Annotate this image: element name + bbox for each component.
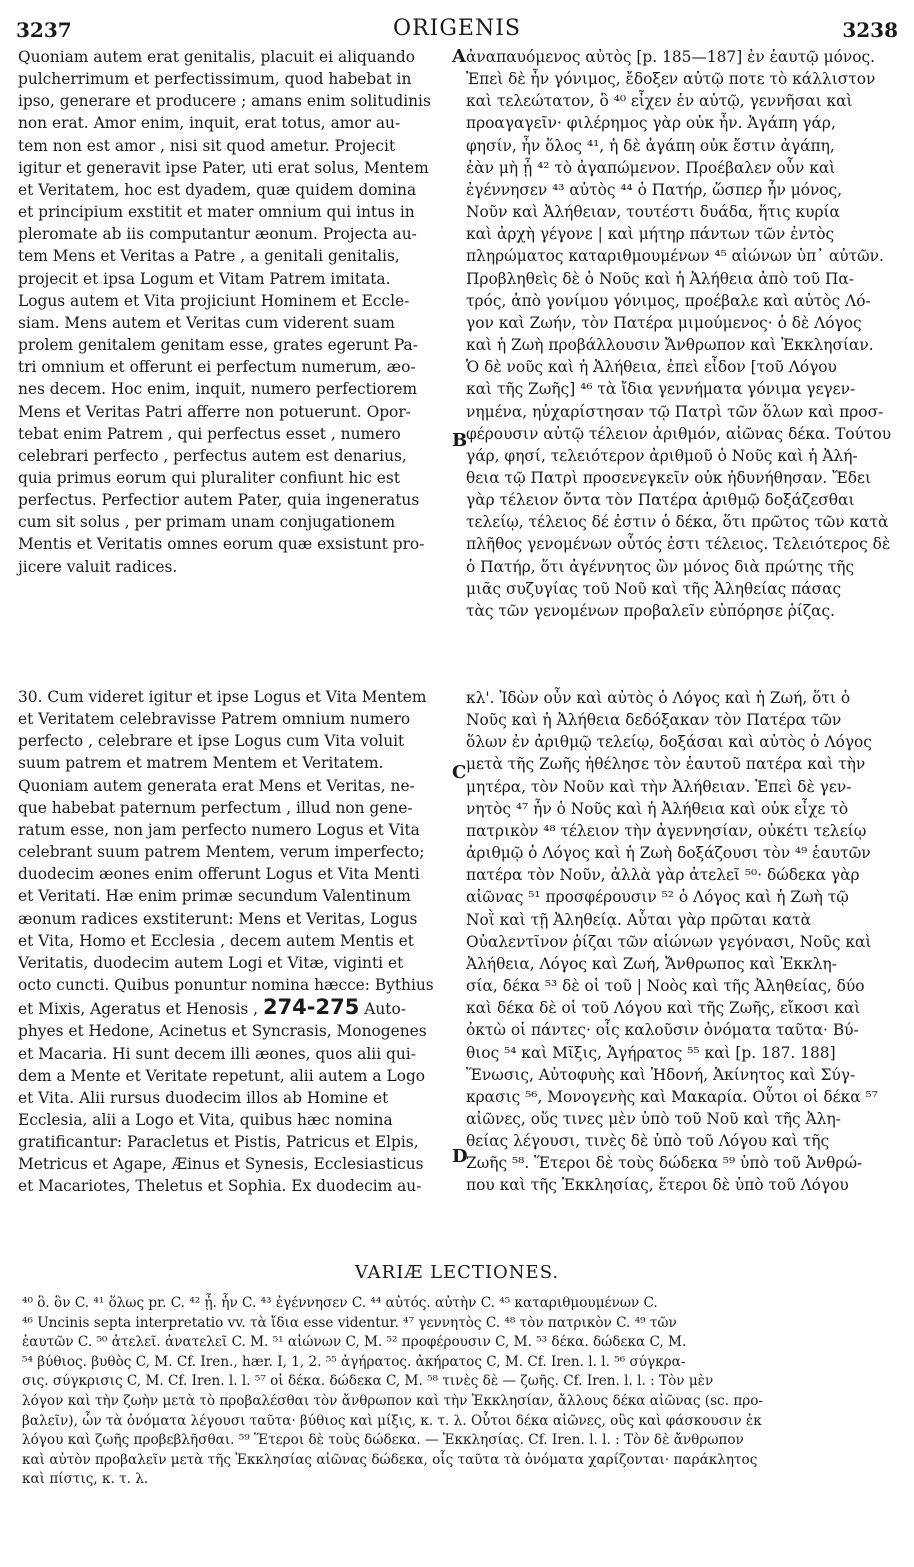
text-line: αἰῶνες, οὕς τινες μὲν ὑπὸ τοῦ Νοῦ καὶ τῆς Ἀλη- xyxy=(466,1109,841,1128)
section-marker-a: A xyxy=(452,46,466,67)
text-line: θείας λέγουσι, τινὲς δὲ ὑπὸ τοῦ Λόγου καὶ τῆς xyxy=(466,1132,830,1151)
text-line: ὅλων ἐν ἀριθμῷ τελείῳ, δοξάσαι καὶ αὐτὸς ὁ Λόγος xyxy=(466,733,872,752)
section-marker-d: D xyxy=(452,1146,468,1167)
text-line: pulcherrimum et perfectissimum, quod habebat in xyxy=(18,70,412,89)
text-line: Ἐπεὶ δὲ ἦν γόνιμος, ἔδοξεν αὐτῷ ποτε τὸ κάλλιστον xyxy=(466,70,876,89)
text-line: Quoniam autem generata erat Mens et Veritas, ne- xyxy=(18,776,415,795)
text-line: que habebat paternum perfectum , illud non gene- xyxy=(18,798,413,817)
page-header xyxy=(16,14,898,44)
text-line: tri omnium et offerunt ei perfectum numerum, æo- xyxy=(18,358,416,377)
text-line: Quoniam autem erat genitalis, placuit ei aliquando xyxy=(18,48,415,66)
text-line: ⁴⁶ Uncinis septa interpretatio vv. τὰ ἴδια esse videntur. ⁴⁷ γεννητὸς C. ⁴⁸ τὸν πατρικὸν C. ⁴⁹ τῶν xyxy=(22,1314,677,1331)
page-number-right: 3238 xyxy=(842,18,898,42)
text-line: celebrant suum patrem Mentem, verum imperfecto; xyxy=(18,843,425,862)
text-line: προαγαγεῖν· φιλέρημος γὰρ οὐκ ἦν. Ἀγάπη γάρ, xyxy=(466,114,836,133)
text-line: ἀριθμῷ ὁ Λόγος καὶ ἡ Ζωὴ δοξάζουσι τὸν ⁴⁹ ἑαυτῶν xyxy=(466,844,871,863)
text-line: ὁ Πατήρ, ὅτι ἀγέννητος ὢν μόνος διὰ πρώτης τῆς xyxy=(466,557,855,576)
text-line: et Veritatem celebravisse Patrem omnium numero xyxy=(18,710,411,729)
text-line: et Vita, Homo et Ecclesia , decem autem Mentis et xyxy=(18,931,414,950)
text-line: 30. Cum videret igitur et ipse Logus et Vita Mentem xyxy=(18,688,427,706)
text-line: et Veritati. Hæ enim primæ secundum Valentinum xyxy=(18,887,411,906)
text-line: et Vita. Alii rursus duodecim illos ab Homine et xyxy=(18,1088,389,1107)
text-line: Logus autem et Vita projiciunt Hominem et Eccle- xyxy=(18,291,410,310)
text-line: ἀναπαυόμενος αὐτὸς [p. 185—187] ἐν ἑαυτῷ μόνος. xyxy=(466,48,875,66)
text-line: Ecclesia, alii a Logo et Vita, quibus hæc nomina xyxy=(18,1110,393,1129)
greek-column-top xyxy=(466,46,896,622)
text-line: Νοῦς καὶ ἡ Ἀλήθεια δεδόξακαν τὸν Πατέρα τῶν xyxy=(466,711,842,730)
text-line: siam. Mens autem et Veritas cum viderent suam xyxy=(18,313,395,332)
text-line: dem a Mente et Veritate repetunt, alii autem a Logo xyxy=(18,1066,426,1085)
text-line: gratificantur: Paracletus et Pistis, Patricus et Elpis, xyxy=(18,1133,419,1152)
text-line: τελείῳ, τέλειος δέ ἐστιν ὁ δέκα, ὅτι πρῶτος τῶν κατὰ xyxy=(466,513,889,532)
section-marker-b: B xyxy=(452,430,468,451)
text-line: πλῆθος γενομένων οὗτός ἐστι τέλειος. Τελειότερος δὲ xyxy=(466,535,891,554)
text-line: prolem genitalem genitam esse, grates egerunt Pa- xyxy=(18,336,418,355)
column-reference: 274-275 xyxy=(262,995,360,1020)
text-line: φησίν, ἦν ὅλος ⁴¹, ἡ δὲ ἀγάπη οὐκ ἔστιν ἀγάπη, xyxy=(466,136,835,155)
text-line: ὀκτὼ οἱ πάντες· οἷς καλοῦσιν ὀνόματα ταῦτα· Βύ- xyxy=(466,1021,859,1040)
text-line: καὶ τελεώτατον, ὃ ⁴⁰ εἶχεν ἐν αὐτῷ, γεννῆσαι καὶ xyxy=(466,92,853,111)
text-line: Νοῦν καὶ Ἀλήθειαν, τουτέστι δυάδα, ἥτις κυρία xyxy=(466,203,840,222)
text-line: καὶ ἀρχὴ γέγονε | καὶ μήτηρ πάντων τῶν ἐντὸς xyxy=(466,225,835,244)
text-line: θεια τῷ Πατρὶ προσενεγκεῖν οὐκ ἠδυνήθησαν. Ἔδει xyxy=(466,468,872,487)
text-line: λόγου καὶ ζωῆς προβεβλῆσθαι. ⁵⁹ Ἕτεροι δὲ τοὺς δώδεκα. — Ἐκκλησίας. Cf. Iren. l. l. : Τὸν δὲ ἄνθρωπον xyxy=(22,1432,744,1449)
text-line: igitur et generavit ipse Pater, uti erat solus, Mentem xyxy=(18,158,429,177)
text-line: βαλεῖν), ὧν τὰ ὀνόματα λέγουσι ταῦτα· βύθιος καὶ μίξις, κ. τ. λ. Οὗτοι δέκα αἰῶνες, οὓς καὶ φάσκουσιν ἐκ xyxy=(22,1412,762,1429)
text-line: σία, δέκα ⁵³ δὲ οἱ τοῦ | Νοὸς καὶ τῆς Ἀληθείας, δύο xyxy=(466,977,865,996)
text-line: Mens et Veritas Patri afferre non potuerunt. Opor- xyxy=(18,402,411,421)
text-line: suum patrem et matrem Mentem et Veritatem. xyxy=(18,754,384,773)
text-line: μετὰ τῆς Ζωῆς ἠθέλησε τὸν ἑαυτοῦ πατέρα καὶ τὴν xyxy=(466,755,866,774)
section-marker-c: C xyxy=(452,762,467,783)
text-line: Ὁ δὲ νοῦς καὶ ἡ Ἀλήθεια, ἐπεὶ εἶδον [τοῦ Λόγου xyxy=(466,358,837,377)
text-line: duodecim æones enim offerunt Logus et Vita Menti xyxy=(18,865,420,884)
latin-column-bottom xyxy=(18,686,448,1198)
text-line: πληρώματος καταριθμουμένων ⁴⁵ αἰώνων ὑπ᾽ αὐτῶν. xyxy=(466,247,884,266)
text-line: phyes et Hedone, Acinetus et Syncrasis, Monogenes xyxy=(18,1022,427,1041)
text-line: tem Mens et Veritas a Patre , a genitali genitalis, xyxy=(18,247,400,266)
text-line: Προβληθεὶς δὲ ὁ Νοῦς καὶ ἡ Ἀλήθεια ἀπὸ τοῦ Πα- xyxy=(466,269,854,288)
text-line: σις. σύγκρισις C, M. Cf. Iren. l. l. ⁵⁷ οἱ δέκα. δώδεκα C, M. ⁵⁸ τινὲς δὲ — ζωῆς. Cf. Iren. l. l. : Τὸν μὲν xyxy=(22,1373,714,1390)
text-line: Νοῒ καὶ τῇ Ἀληθείᾳ. Αὗται γὰρ πρῶται κατὰ xyxy=(466,910,812,929)
text-line: καὶ πίστις, κ. τ. λ. xyxy=(22,1471,149,1488)
text-line: et principium exstitit et mater omnium qui intus in xyxy=(18,203,415,222)
text-line: ἐὰν μὴ ᾖ ⁴² τὸ ἀγαπώμενον. Προέβαλεν οὖν καὶ xyxy=(466,158,836,177)
text-line: projecit et ipsa Logum et Vitam Patrem imitata. xyxy=(18,269,391,288)
text-line: tem non est amor , nisi sit quod ametur. Projecit xyxy=(18,136,396,155)
text-line xyxy=(18,996,448,1020)
text-line: pleromate ab iis computantur æonum. Projecta au- xyxy=(18,225,417,244)
text-line: ⁴⁰ ὃ. ὃν C. ⁴¹ ὅλως pr. C. ⁴² ᾖ. ἦν C. ⁴³ ἐγέννησεν C. ⁴⁴ αὐτός. αὐτὴν C. ⁴⁵ καταριθμουμένων C. xyxy=(22,1295,658,1311)
text-line: quia primus eorum qui pluraliter confiunt hic est xyxy=(18,468,401,487)
text-line: nes decem. Hoc enim, inquit, numero perfectiorem xyxy=(18,380,418,399)
text-line: ἐγέννησεν ⁴³ αὐτὸς ⁴⁴ ὁ Πατήρ, ὥσπερ ἦν μόνος, xyxy=(466,180,843,199)
text-line: non erat. Amor enim, inquit, erat totus, amor au- xyxy=(18,114,401,133)
text-line: καὶ δέκα δὲ οἱ τοῦ Λόγου καὶ τῆς Ζωῆς, εἴκοσι καὶ xyxy=(466,999,861,1018)
text-line: κλ'. Ἰδὼν οὖν καὶ αὐτὸς ὁ Λόγος καὶ ἡ Ζωή, ὅτι ὁ xyxy=(466,689,851,707)
text-line: et Veritatem, hoc est dyadem, quæ quidem domina xyxy=(18,180,417,199)
text-line: καὶ τῆς Ζωῆς] ⁴⁶ τὰ ἴδια γεννήματα γόνιμα γεγεν- xyxy=(466,380,856,399)
text-line: et Macariotes, Theletus et Sophia. Ex duodecim au- xyxy=(18,1177,422,1196)
text-line: Mentis et Veritatis omnes eorum quæ exsistunt pro- xyxy=(18,535,425,554)
text-line: et Macaria. Hi sunt decem illi æones, quos alii qui- xyxy=(18,1044,416,1063)
text-line: κρασις ⁵⁶, Μονογενὴς καὶ Μακαρία. Οὗτοι οἱ δέκα ⁵⁷ xyxy=(466,1087,878,1106)
text-line: νητὸς ⁴⁷ ἦν ὁ Νοῦς καὶ ἡ Ἀλήθεια καὶ οὐκ εἶχε τὸ xyxy=(466,799,849,818)
text-line: tebat enim Patrem , qui perfectus esset , numero xyxy=(18,424,401,443)
text-line: μητέρα, τὸν Νοῦν καὶ τὴν Ἀλήθειαν. Ἐπεὶ δὲ γεν- xyxy=(466,777,852,796)
text-line: Metricus et Agape, Æinus et Synesis, Ecclesiasticus xyxy=(18,1155,424,1174)
text-line: τὰς τῶν γενομένων προβαλεῖν εὐπόρησε ῥίζας. xyxy=(466,601,836,620)
text-line: octo cuncti. Quibus ponuntur nomina hæcce: Bythius xyxy=(18,976,434,995)
text-line: Ἕνωσις, Αὐτοφυὴς καὶ Ἡδονή, Ἀκίνητος καὶ Σύγ- xyxy=(466,1065,856,1084)
text-line: καὶ αὐτὸν προβαλεῖν μετὰ τῆς Ἐκκλησίας αἰῶνας δώδεκα, οἷς ταῦτα τὰ ὀνόματα χαρίζονται· παράκλητος xyxy=(22,1451,758,1468)
text-line: Ἀλήθεια, Λόγος καὶ Ζωή, Ἄνθρωπος καὶ Ἐκκλη- xyxy=(466,954,837,973)
text-line: ἑαυτῶν C. ⁵⁰ ἀτελεῖ. ἀνατελεῖ C. M. ⁵¹ αἰώνων C, M. ⁵² προφέρουσιν C, M. ⁵³ δέκα. δώδεκα C, M. xyxy=(22,1334,687,1351)
text-line: æonum radices exstiterunt: Mens et Veritas, Logus xyxy=(18,909,418,928)
text-line: μιᾶς συζυγίας τοῦ Νοῦ καὶ τῆς Ἀληθείας πάσας xyxy=(466,579,842,598)
text-fragment: et Mixis, Ageratus et Henosis , xyxy=(18,1000,259,1019)
text-line: Ζωῆς ⁵⁸. Ἕτεροι δὲ τοὺς δώδεκα ⁵⁹ ὑπὸ τοῦ Ἀνθρώ- xyxy=(466,1154,863,1173)
text-line: ratum esse, non jam perfecto numero Logus et Vita xyxy=(18,820,420,839)
text-line: φέρουσιν αὐτῷ τέλειον ἀριθμόν, αἰῶνας δέκα. Τούτου xyxy=(466,424,892,443)
text-line: ⁵⁴ βύθιος. βυθὸς C, M. Cf. Iren., hær. I, 1, 2. ⁵⁵ ἀγήρατος. ἀκήρατος C, M. Cf. Iren. l. l. ⁵⁶ σύγκρα- xyxy=(22,1353,686,1370)
text-line: αἰῶνας ⁵¹ προσφέρουσιν ⁵² ὁ Λόγος καὶ ἡ Ζωὴ τῷ xyxy=(466,888,849,907)
text-line: Οὐαλεντῖνον ῥίζαι τῶν αἰώνων γεγόνασι, Νοῦς καὶ xyxy=(466,932,872,951)
text-line: πατρικὸν ⁴⁸ τέλειον τὴν ἀγεννησίαν, οὐκέτι τελείῳ xyxy=(466,821,867,840)
varia-lectiones-title: VARIÆ LECTIONES. xyxy=(354,1262,560,1283)
text-line: νημένα, ηὐχαρίστησαν τῷ Πατρὶ τῶν ὅλων καὶ προσ- xyxy=(466,402,884,421)
text-line: τρός, ἀπὸ γονίμου γόνιμος, προέβαλε καὶ αὐτὸς Λό- xyxy=(466,291,871,310)
text-line: Veritatis, duodecim autem Logi et Vitæ, viginti et xyxy=(18,953,404,972)
page-number-left: 3237 xyxy=(16,18,72,42)
text-line: jicere valuit radices. xyxy=(18,557,178,576)
variant-readings-notes xyxy=(22,1294,897,1490)
greek-column-bottom xyxy=(466,687,896,1197)
text-line: perfectus. Perfectior autem Pater, quia ingeneratus xyxy=(18,491,420,510)
latin-column-top xyxy=(18,46,448,578)
text-line: γάρ, φησί, τελειότερον ἀριθμοῦ ὁ Νοῦς καὶ ἡ Ἀλή- xyxy=(466,446,858,465)
text-line: celebrari perfecto , perfectus autem est denarius, xyxy=(18,446,407,465)
text-line: γον καὶ Ζωήν, τὸν Πατέρα μιμούμενος· ὁ δὲ Λόγος xyxy=(466,313,862,332)
text-line: λόγον καὶ τὴν ζωὴν μετὰ τὸ προβαλέσθαι τὸν ἄνθρωπον καὶ τὴν Ἐκκλησίαν, ἄλλους δέκα αἰῶνας (sc. προ- xyxy=(22,1392,764,1409)
text-line: perfecto , celebrare et ipse Logus cum Vita voluit xyxy=(18,732,405,751)
running-title: ORIGENIS xyxy=(393,16,521,41)
text-fragment: Auto- xyxy=(364,1000,406,1019)
text-line: γὰρ τέλειον ὄντα τὸν Πατέρα ἀριθμῷ δοξάζεσθαι xyxy=(466,491,855,510)
text-line: θιος ⁵⁴ καὶ Μῖξις, Ἀγήρατος ⁵⁵ καὶ [p. 187. 188] xyxy=(466,1043,836,1062)
text-line: που καὶ τῆς Ἐκκλησίας, ἕτεροι δὲ ὑπὸ τοῦ Λόγου xyxy=(466,1176,849,1195)
text-line: ipso, generare et producere ; amans enim solitudinis xyxy=(18,92,431,111)
text-line: cum sit solus , per primam unam conjugationem xyxy=(18,513,396,532)
text-line: πατέρα τὸν Νοῦν, ἀλλὰ γὰρ ἀτελεῖ ⁵⁰· δώδεκα γὰρ xyxy=(466,866,860,885)
text-line: καὶ ἡ Ζωὴ προβάλλουσιν Ἄνθρωπον καὶ Ἐκκλησίαν. xyxy=(466,336,874,355)
